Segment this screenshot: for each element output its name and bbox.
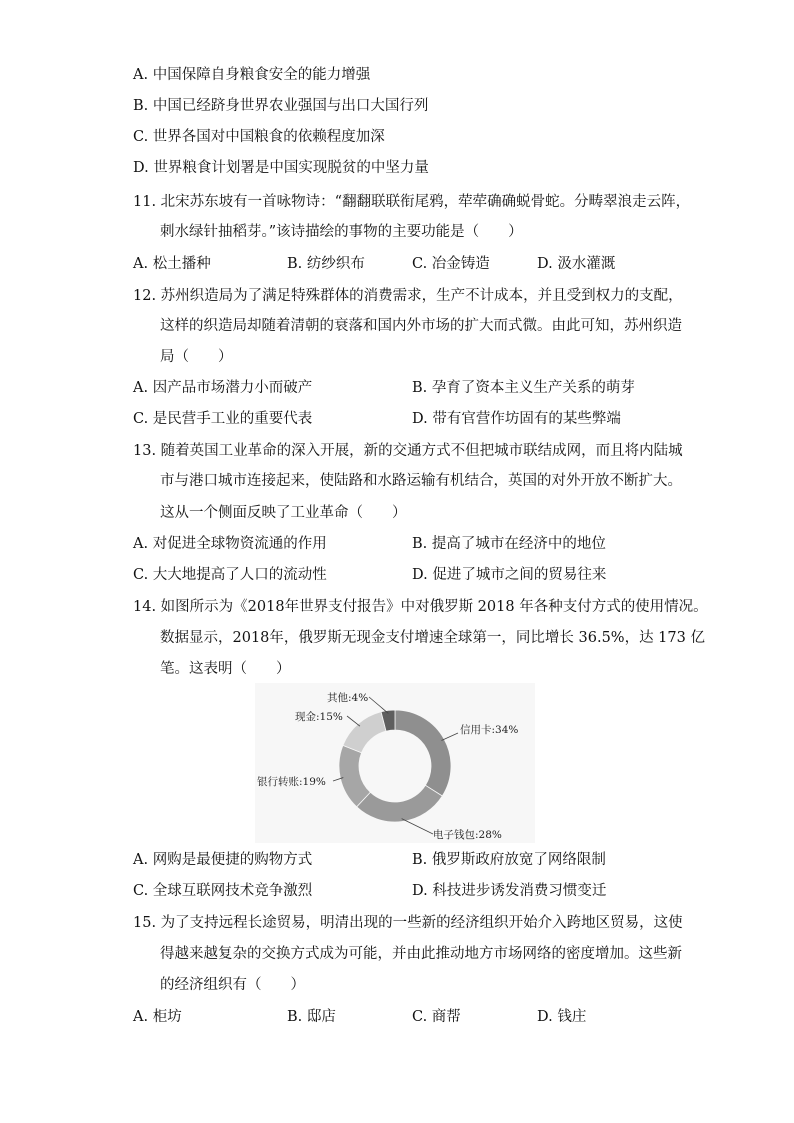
q10-option-a[interactable]: A. 中国保障自身粮食安全的能力增强 xyxy=(133,67,371,83)
q14-option-a[interactable]: A. 网购是最便捷的购物方式 xyxy=(133,852,313,868)
label-e-wallet: 电子钱包:28% xyxy=(433,829,502,841)
q13-option-a[interactable]: A. 对促进全球物资流通的作用 xyxy=(133,536,327,552)
q10-option-c[interactable]: C. 世界各国对中国粮食的依赖程度加深 xyxy=(133,129,385,145)
q11-stem-line-2: 刺水绿针抽稻芽。”该诗描绘的事物的主要功能是（ ） xyxy=(160,224,523,240)
q15-stem-line-1: 15. 为了支持远程长途贸易，明清出现的一些新的经济组织开始介入跨地区贸易，这使 xyxy=(133,915,683,931)
donut-chart-svg xyxy=(255,683,535,843)
q11-option-a[interactable]: A. 松土播种 xyxy=(133,256,211,272)
q11-option-b[interactable]: B. 纺纱织布 xyxy=(287,256,365,272)
q14-stem-line-2: 数据显示，2018年，俄罗斯无现金支付增速全球第一，同比增长 36.5%，达 173 亿 xyxy=(160,630,705,646)
q13-stem-line-2: 市与港口城市连接起来，使陆路和水路运输有机结合，英国的对外开放不断扩大。 xyxy=(160,473,682,489)
q12-option-b[interactable]: B. 孕育了资本主义生产关系的萌芽 xyxy=(412,380,635,396)
q14-option-d[interactable]: D. 科技进步诱发消费习惯变迁 xyxy=(412,883,607,899)
q14-stem-line-1: 14. 如图所示为《2018年世界支付报告》中对俄罗斯 2018 年各种支付方式的使用情况。 xyxy=(133,599,708,615)
q13-stem-line-1: 13. 随着英国工业革命的深入开展，新的交通方式不但把城市联结成网，而且将内陆城 xyxy=(133,443,683,459)
q15-stem-line-3: 的经济组织有（ ） xyxy=(160,977,305,993)
payment-methods-donut-chart xyxy=(255,683,535,843)
q12-stem-line-2: 这样的织造局却随着清朝的衰落和国内外市场的扩大而式微。由此可知，苏州织造 xyxy=(160,318,682,334)
q13-option-c[interactable]: C. 大大地提高了人口的流动性 xyxy=(133,567,327,583)
q12-option-c[interactable]: C. 是民营手工业的重要代表 xyxy=(133,411,313,427)
q13-stem-line-3: 这从一个侧面反映了工业革命（ ） xyxy=(160,505,407,521)
q12-stem-line-3: 局（ ） xyxy=(160,349,233,365)
q11-stem-line-1: 11. 北宋苏东坡有一首咏物诗：“翻翻联联衔尾鸦，荦荦确确蜕骨蛇。分畴翠浪走云阵， xyxy=(133,194,691,210)
label-bank-transfer: 银行转账:19% xyxy=(257,776,326,788)
q15-option-d[interactable]: D. 钱庄 xyxy=(537,1009,587,1025)
q13-option-b[interactable]: B. 提高了城市在经济中的地位 xyxy=(412,536,606,552)
q13-option-d[interactable]: D. 促进了城市之间的贸易往来 xyxy=(412,567,607,583)
q14-stem-line-3: 笔。这表明（ ） xyxy=(160,661,291,677)
q14-option-c[interactable]: C. 全球互联网技术竞争激烈 xyxy=(133,883,313,899)
q15-option-b[interactable]: B. 邸店 xyxy=(287,1009,336,1025)
q15-option-a[interactable]: A. 柜坊 xyxy=(133,1009,182,1025)
q10-option-d[interactable]: D. 世界粮食计划署是中国实现脱贫的中坚力量 xyxy=(133,160,429,176)
q15-option-c[interactable]: C. 商帮 xyxy=(412,1009,461,1025)
q12-stem-line-1: 12. 苏州织造局为了满足特殊群体的消费需求，生产不计成本，并且受到权力的支配， xyxy=(133,288,683,304)
q12-option-d[interactable]: D. 带有官营作坊固有的某些弊端 xyxy=(412,411,621,427)
label-cash: 现金:15% xyxy=(295,711,343,723)
q14-option-b[interactable]: B. 俄罗斯政府放宽了网络限制 xyxy=(412,852,606,868)
label-credit-card: 信用卡:34% xyxy=(460,724,519,736)
q12-option-a[interactable]: A. 因产品市场潜力小而破产 xyxy=(133,380,313,396)
q11-option-d[interactable]: D. 汲水灌溉 xyxy=(537,256,616,272)
q11-option-c[interactable]: C. 冶金铸造 xyxy=(412,256,490,272)
q15-stem-line-2: 得越来越复杂的交换方式成为可能，并由此推动地方市场网络的密度增加。这些新 xyxy=(160,946,682,962)
label-other: 其他:4% xyxy=(327,692,369,704)
q10-option-b[interactable]: B. 中国已经跻身世界农业强国与出口大国行列 xyxy=(133,98,429,114)
